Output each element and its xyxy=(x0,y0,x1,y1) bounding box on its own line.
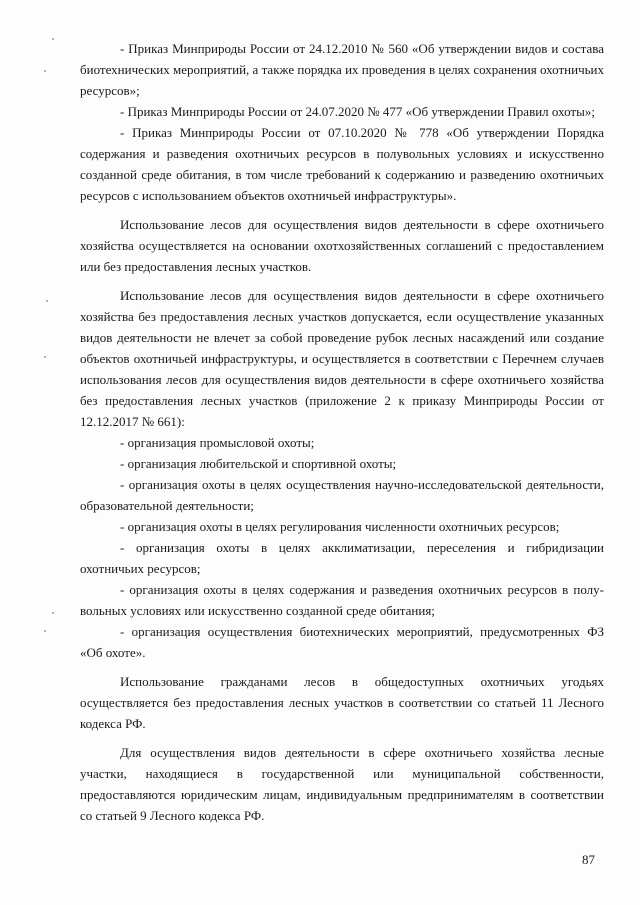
scan-speck xyxy=(52,612,54,614)
list-item-order-560: - Приказ Минприроды России от 24.12.2010 № 560 «Об утверждении видов и состава биотехнических мероприятий, а также порядка их проведения в целях сохранения охотничьих ресурсов»; xyxy=(80,41,604,98)
paragraph-plot-provision: Для осуществления видов деятельности в сфере охотничьего хозяйства лесные участки, находящиеся в государственной или муниципальной собственности, предоставляются юридическим лицам, индивидуальным предпринимателям в соответствии со статьей 9 Лесного кодекса РФ. xyxy=(80,745,604,823)
list-item-research-hunting: - организация охоты в целях осуществления научно-исследовательской деятельности, образовательной деятельности; xyxy=(80,477,604,513)
paragraph-public-hunting-grounds: Использование гражданами лесов в общедоступных охотничьих угодьях осуществляется без предоставления лесных участков в соответствии со статьей 11 Лесного кодекса РФ. xyxy=(80,674,604,731)
list-item-commercial-hunting: - организация промысловой охоты; xyxy=(120,435,315,450)
scan-speck xyxy=(52,38,54,40)
page-number: 87 xyxy=(582,852,595,867)
scan-speck xyxy=(46,300,48,302)
paragraph-forest-use-agreements: Использование лесов для осуществления видов деятельности в сфере охотничьего хозяйства осуществляется на основании охотхозяйственных соглашений с предоставлением или без предоставления лесных участков. xyxy=(80,217,604,274)
list-item-breeding: - организация охоты в целях содержания и разведения охотничьих ресурсов в полу-вольных условиях или искусственно созданной среде обитания; xyxy=(80,582,604,618)
paragraph-forest-use-without-plots: Использование лесов для осуществления видов деятельности в сфере охотничьего хозяйства без предоставления лесных участков допускается, если осуществление указанных видов деятельности не влечет за собой проведение рубок лесных насаждений или создание объектов охотничьей инфраструктуры, и осуществляется в соответствии с Перечнем случаев использования лесов для осуществления видов деятельности в сфере охотничьего хозяйства без предоставления лесных участков (приложение 2 к приказу Минприроды России от 12.12.2017 № 661): xyxy=(80,288,604,429)
scan-speck xyxy=(44,70,46,72)
list-item-acclimatization: - организация охоты в целях акклиматизации, переселения и гибридизации охотничьих ресурсов; xyxy=(80,540,604,576)
list-item-population-control: - организация охоты в целях регулирования численности охотничьих ресурсов; xyxy=(120,519,560,534)
scan-speck xyxy=(44,356,46,358)
list-item-order-477: - Приказ Минприроды России от 24.07.2020 № 477 «Об утверждении Правил охоты»; xyxy=(120,104,595,119)
list-item-amateur-hunting: - организация любительской и спортивной охоты; xyxy=(120,456,397,471)
document-body xyxy=(80,38,604,826)
list-item-order-778: - Приказ Минприроды России от 07.10.2020 № 778 «Об утверждении Порядка содержания и разведения охотничьих ресурсов в полувольных условиях и искусственно созданной среде обитания, в том числе требований к содержанию и разведению охотничьих ресурсов с использованием объектов охотничьей инфраструктуры». xyxy=(80,125,604,203)
scan-speck xyxy=(44,630,46,632)
list-item-biotechnical: - организация осуществления биотехнических мероприятий, предусмотренных ФЗ «Об охоте». xyxy=(80,624,604,660)
